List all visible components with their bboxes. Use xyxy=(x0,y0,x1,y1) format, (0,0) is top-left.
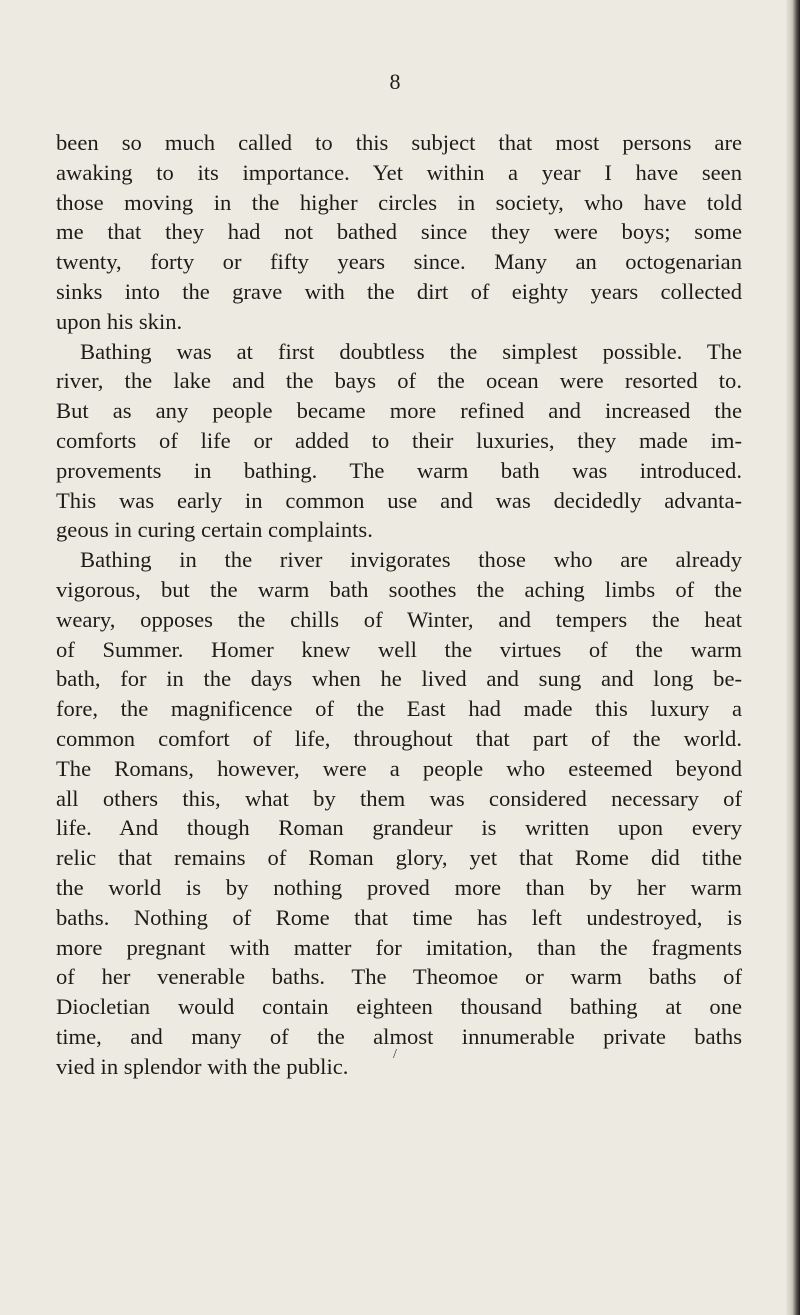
page-edge-shadow xyxy=(786,0,800,1315)
text-line: of Summer. Homer knew well the virtues of the warm xyxy=(56,636,742,662)
text-line: me that they had not bathed since they were boys; some xyxy=(56,219,742,245)
text-line: fore, the magnificence of the East had made this luxury a xyxy=(56,696,742,722)
text-line: Bathing in the river invigorates those who are already xyxy=(80,547,742,573)
text-line: the world is by nothing proved more than by her warm xyxy=(56,874,742,900)
text-line: geous in curing certain complaints. xyxy=(56,517,373,543)
text-line: of her venerable baths. The Theomoe or warm baths of xyxy=(56,964,742,990)
text-line: river, the lake and the bays of the ocean were resorted to. xyxy=(56,368,742,394)
text-line: baths. Nothing of Rome that time has left undestroyed, is xyxy=(56,904,742,930)
text-line: twenty, forty or fifty years since. Many an octogenarian xyxy=(56,249,742,275)
text-line: those moving in the higher circles in society, who have told xyxy=(56,189,742,215)
text-line: awaking to its importance. Yet within a year I have seen xyxy=(56,159,742,185)
body-text xyxy=(56,128,742,1082)
text-line: time, and many of the almost innumerable private baths xyxy=(56,1023,742,1049)
text-line: provements in bathing. The warm bath was introduced. xyxy=(56,457,742,483)
text-line: Diocletian would contain eighteen thousand bathing at one xyxy=(56,994,742,1020)
text-line: life. And though Roman grandeur is written upon every xyxy=(56,815,742,841)
text-line: But as any people became more refined and increased the xyxy=(56,398,742,424)
stray-ink-mark: / xyxy=(393,1047,397,1062)
text-line: been so much called to this subject that most persons are xyxy=(56,130,742,155)
text-line: bath, for in the days when he lived and sung and long be- xyxy=(56,666,742,692)
text-line: all others this, what by them was considered necessary of xyxy=(56,785,742,811)
text-line: common comfort of life, throughout that part of the world. xyxy=(56,725,742,751)
text-line: This was early in common use and was decidedly advanta- xyxy=(56,487,742,513)
text-line: vied in splendor with the public. xyxy=(56,1053,349,1079)
text-line: The Romans, however, were a people who esteemed beyond xyxy=(56,755,742,781)
text-line: Bathing was at first doubtless the simplest possible. The xyxy=(80,338,742,364)
text-line: upon his skin. xyxy=(56,308,183,334)
text-line: comforts of life or added to their luxuries, they made im- xyxy=(56,427,742,453)
text-line: vigorous, but the warm bath soothes the aching limbs of the xyxy=(56,576,742,602)
text-line: sinks into the grave with the dirt of eighty years collected xyxy=(56,278,742,304)
text-line: weary, opposes the chills of Winter, and tempers the heat xyxy=(56,606,742,632)
text-line: more pregnant with matter for imitation, than the fragments xyxy=(56,934,742,960)
page-number: 8 xyxy=(389,69,401,94)
text-line: relic that remains of Roman glory, yet that Rome did tithe xyxy=(56,845,742,871)
